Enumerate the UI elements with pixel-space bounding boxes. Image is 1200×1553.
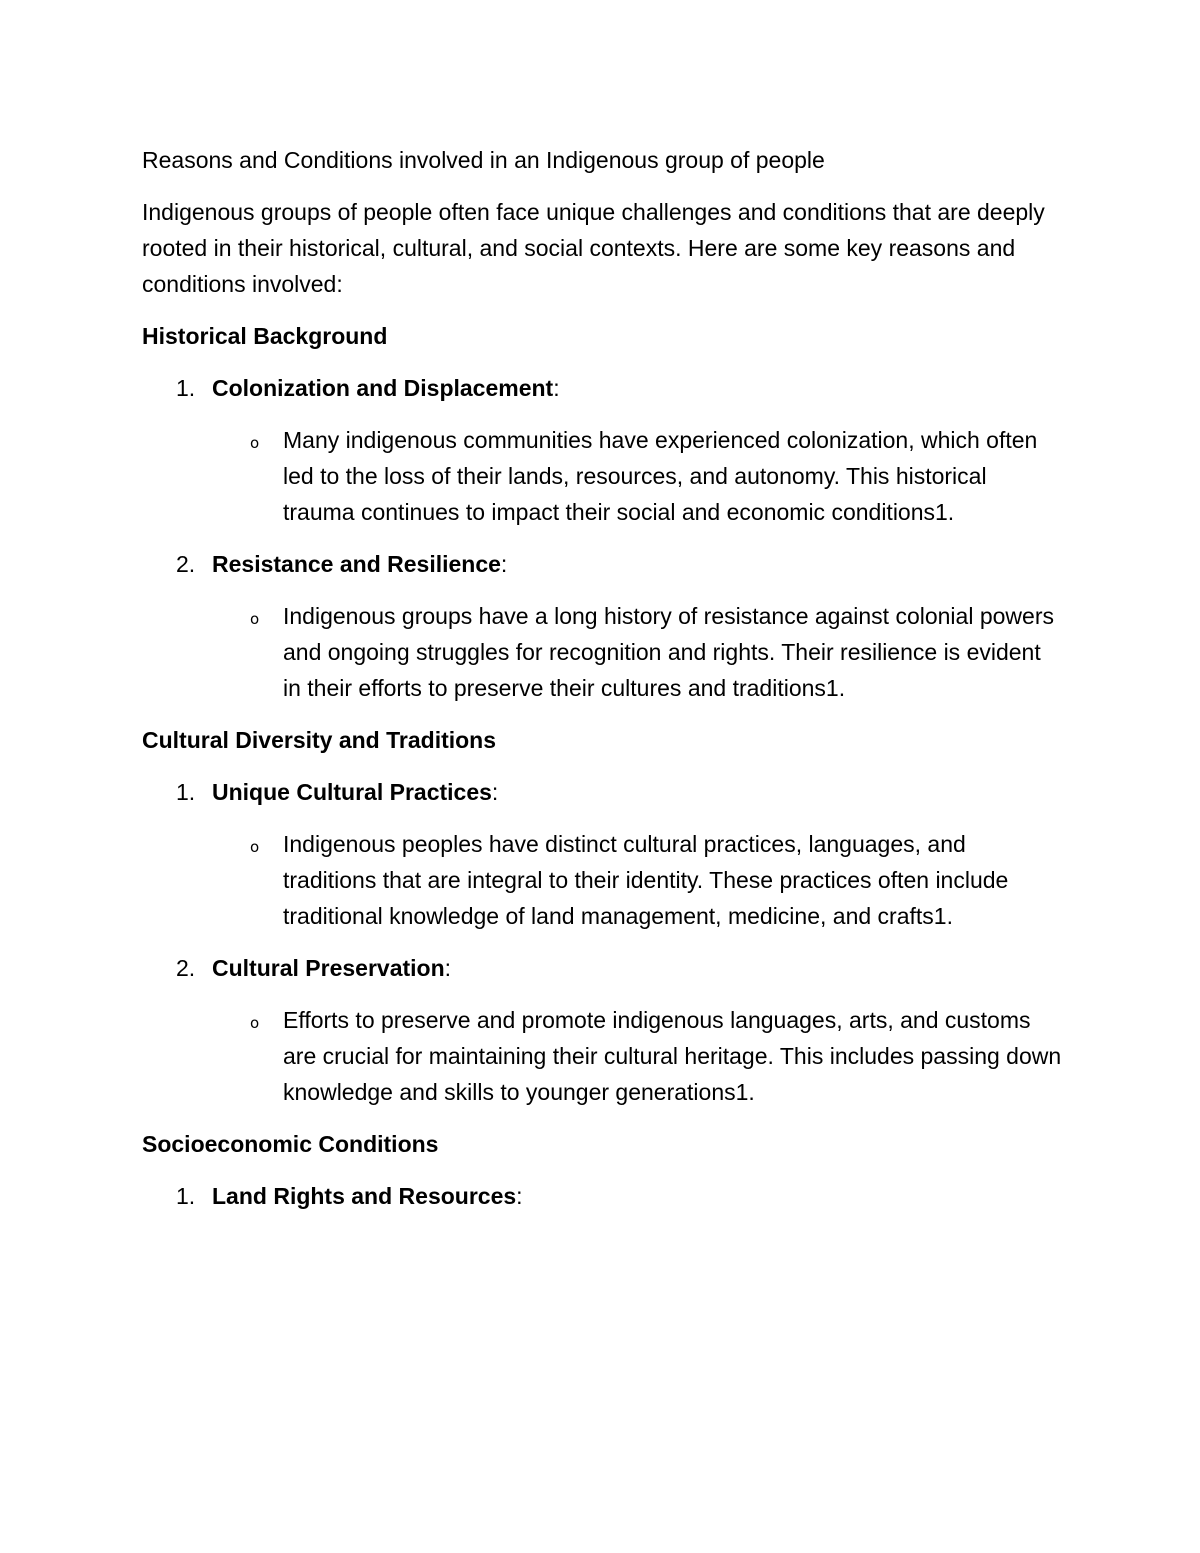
bullet-item: [142, 598, 1062, 706]
item-title: Cultural Preservation: [212, 955, 445, 981]
item-title-suffix: :: [491, 779, 499, 805]
intro-paragraph: Indigenous groups of people often face unique challenges and conditions that are deeply rooted in their historical, cultural, and social contexts. Here are some key reasons and conditions involved:: [142, 199, 1045, 297]
bullet-text: Indigenous peoples have distinct cultural practices, languages, and traditions that are integral to their identity. These practices often include traditional knowledge of land management, medicine, and crafts1.: [283, 831, 1009, 929]
item-title-suffix: :: [444, 955, 452, 981]
item-title-suffix: :: [516, 1183, 523, 1209]
bullet-item: [142, 826, 1062, 934]
document-body: [142, 142, 1062, 1230]
item-title: Colonization and Displacement: [212, 375, 554, 401]
bullet-text: Efforts to preserve and promote indigenous languages, arts, and customs are crucial for maintaining their cultural heritage. This includes passing down knowledge and skills to younger generations1.: [283, 1007, 1062, 1105]
document-title: Reasons and Conditions involved in an Indigenous group of people: [142, 147, 825, 173]
numbered-item: [142, 546, 1062, 582]
item-title-suffix: :: [500, 551, 508, 577]
section-heading: Historical Background: [142, 323, 388, 349]
item-title-suffix: :: [553, 375, 560, 401]
numbered-item: [142, 950, 1062, 986]
item-number: 1.: [176, 375, 196, 401]
bullet-text: Many indigenous communities have experienced colonization, which often led to the loss of their lands, resources, and autonomy. This historical trauma continues to impact their social and economic conditions1.: [283, 427, 1038, 525]
bullet-circle-icon: o: [250, 610, 260, 628]
item-title: Unique Cultural Practices: [212, 779, 492, 805]
numbered-item: [142, 774, 1062, 810]
numbered-item: [142, 370, 1062, 406]
item-title: Resistance and Resilience: [212, 551, 501, 577]
section-heading: Socioeconomic Conditions: [142, 1131, 439, 1157]
bullet-text: Indigenous groups have a long history of resistance against colonial powers and ongoing struggles for recognition and rights. Their resilience is evident in their efforts to preserve their cultures and traditions1.: [283, 603, 1054, 701]
bullet-item: [142, 422, 1062, 530]
section-heading: Cultural Diversity and Traditions: [142, 727, 497, 753]
bullet-circle-icon: o: [250, 434, 260, 452]
bullet-circle-icon: o: [250, 838, 260, 856]
item-number: 1.: [176, 779, 196, 805]
item-number: 2.: [176, 955, 196, 981]
bullet-circle-icon: o: [250, 1014, 260, 1032]
item-number: 2.: [176, 551, 196, 577]
item-number: 1.: [176, 1183, 196, 1209]
item-title: Land Rights and Resources: [212, 1183, 517, 1209]
bullet-item: [142, 1002, 1062, 1110]
numbered-item: [142, 1178, 1062, 1214]
